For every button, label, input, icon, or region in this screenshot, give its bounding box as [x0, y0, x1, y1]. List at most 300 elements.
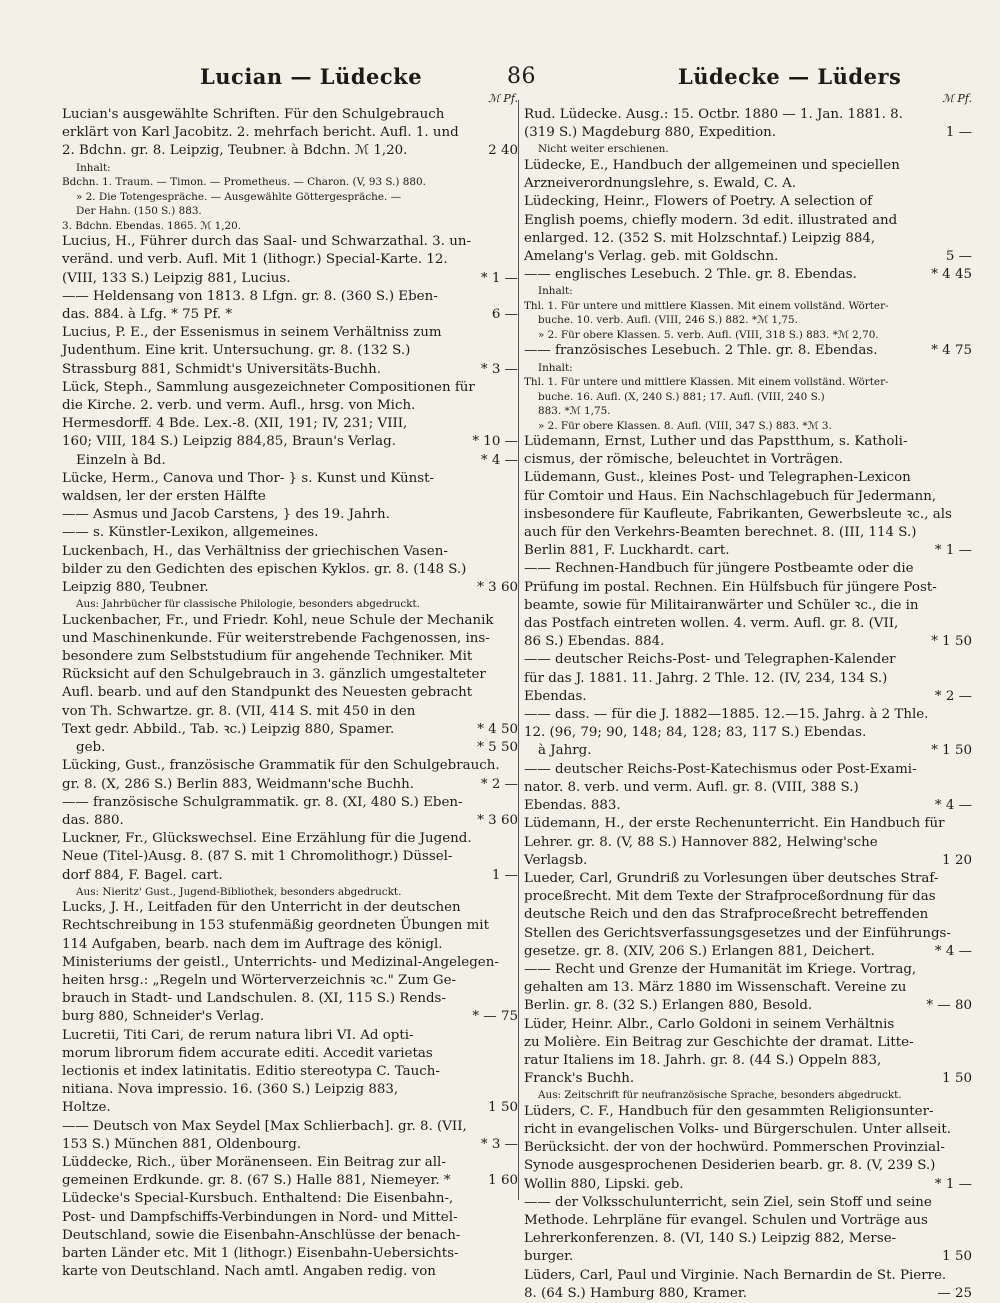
- catalog-line: [524, 1285, 972, 1303]
- catalog-line: [524, 670, 972, 688]
- entry-text: 114 Aufgaben, bearb. nach dem im Auftrage des königl.: [62, 936, 443, 952]
- entry-text: Deutschland, sowie die Eisenbahn-Anschlüsse der benach-: [62, 1227, 461, 1243]
- entry-price: 2 40: [488, 143, 518, 159]
- entry-text: das. 880.: [62, 812, 124, 828]
- entry-price: * 2 —: [934, 688, 972, 704]
- entry-text: Wollin 880, Lipski. geb.: [524, 1176, 684, 1192]
- entry-text: cismus, der römische, beleuchtet in Vorträgen.: [524, 452, 843, 468]
- entry-text: Lüdemann, H., der erste Rechenunterricht. Ein Handbuch für: [524, 816, 945, 832]
- catalog-line: [524, 906, 972, 924]
- catalog-line: [524, 961, 972, 979]
- entry-text: Leipzig 880, Teubner.: [62, 579, 209, 595]
- entry-text: nator. 8. verb. und verm. Aufl. gr. 8. (VIII, 388 S.): [524, 779, 859, 795]
- entry-text: erklärt von Karl Jacobitz. 2. mehrfach bericht. Aufl. 1. und: [62, 125, 459, 141]
- catalog-line: [62, 936, 518, 954]
- catalog-line: [62, 1118, 518, 1136]
- entry-text: 3. Bdchn. Ebendas. 1865. ℳ 1,20.: [62, 219, 242, 232]
- entry-price: * 4 75: [931, 343, 972, 359]
- catalog-line: [524, 248, 972, 266]
- catalog-line: [62, 917, 518, 935]
- catalog-line: [524, 266, 972, 284]
- entry-price: * 10 —: [472, 434, 518, 450]
- entry-text: burg 880, Schneider's Verlag.: [62, 1009, 265, 1025]
- catalog-line: [524, 1016, 972, 1034]
- entry-price: 1 —: [491, 867, 518, 883]
- entry-price: * 3 60: [477, 812, 518, 828]
- entry-price: * 1 50: [931, 743, 972, 759]
- catalog-line: [524, 1034, 972, 1052]
- catalog-line: [62, 990, 518, 1008]
- entry-text: nitiana. Nova impressio. 16. (360 S.) Leipzig 883,: [62, 1082, 399, 1098]
- entry-text: heiten hrsg.: „Regeln und Wörterverzeichnis ꝛc." Zum Ge-: [62, 973, 457, 989]
- catalog-line: [524, 124, 972, 142]
- entry-text: das Postfach eintreten wollen. 4. verm. Aufl. gr. 8. (VII,: [524, 616, 899, 632]
- catalog-line: [524, 560, 972, 578]
- entry-text: Thl. 1. Für untere und mittlere Klassen. Mit einem vollständ. Wörter-: [524, 376, 889, 389]
- page-number: 86: [507, 64, 536, 89]
- catalog-line: [524, 506, 972, 524]
- entry-price: * 1 —: [934, 543, 972, 559]
- catalog-line: [524, 688, 972, 706]
- entry-text: Lüder, Heinr. Albr., Carlo Goldoni in seinem Verhältnis: [524, 1016, 895, 1032]
- catalog-line: [524, 1194, 972, 1212]
- entry-text: ratur Italiens im 18. Jahrh. gr. 8. (44 S.) Oppeln 883,: [524, 1052, 882, 1068]
- entry-text: Hermesdorff. 4 Bde. Lex.-8. (XII, 191; IV, 231; VIII,: [62, 416, 408, 432]
- entry-text: morum librorum fidem accurate editi. Accedit varietas: [62, 1045, 433, 1061]
- entry-text: Ebendas. 883.: [524, 798, 621, 814]
- entry-text: Ebendas.: [524, 688, 587, 704]
- entry-text: 153 S.) München 881, Oldenbourg.: [62, 1136, 302, 1152]
- catalog-line: [524, 815, 972, 833]
- catalog-line: [524, 542, 972, 560]
- catalog-line: [62, 142, 518, 160]
- currency-head-left: ℳ Pf.: [488, 92, 518, 105]
- entry-price: — 25: [937, 1285, 972, 1301]
- catalog-line: [62, 233, 518, 251]
- entry-price: * 4 —: [934, 943, 972, 959]
- entry-text: Rechtschreibung in 153 stufenmäßig geordneten Übungen mit: [62, 918, 489, 934]
- entry-text: lectionis et index latinitatis. Editio stereotypa C. Tauch-: [62, 1064, 440, 1080]
- catalog-line: [62, 899, 518, 917]
- entry-text: Strassburg 881, Schmidt's Universitäts-Buchh.: [62, 361, 382, 377]
- entry-text: Bdchn. 1. Traum. — Timon. — Prometheus. — Charon. (V, 93 S.) 880.: [62, 176, 426, 189]
- entry-price: * 4 —: [934, 798, 972, 814]
- entry-text: Luckenbacher, Fr., und Friedr. Kohl, neue Schule der Mechanik: [62, 612, 494, 628]
- entry-text: enlarged. 12. (352 S. mit Holzschntaf.) Leipzig 884,: [524, 230, 876, 246]
- running-head-right: Lüdecke — Lüders: [678, 64, 902, 89]
- entry-price: * 1 —: [480, 270, 518, 286]
- catalog-line: [524, 1157, 972, 1175]
- entry-price: 5 —: [945, 248, 972, 264]
- entry-text: Synode ausgesprochenen Desiderien bearb. gr. 8. (V, 239 S.): [524, 1158, 936, 1174]
- entry-price: * 1 —: [934, 1176, 972, 1192]
- entry-text: Neue (Titel-)Ausg. 8. (87 S. mit 1 Chromolithogr.) Düssel-: [62, 849, 453, 865]
- catalog-line: [524, 579, 972, 597]
- catalog-line: [62, 721, 518, 739]
- running-head-left: Lucian — Lüdecke: [200, 64, 423, 89]
- catalog-line: [62, 1027, 518, 1045]
- entry-text: —— dass. — für die J. 1882—1885. 12.—15. Jahrg. à 2 Thle.: [524, 707, 929, 723]
- catalog-line: [62, 415, 518, 433]
- catalog-line: [524, 852, 972, 870]
- entry-text: burger.: [524, 1249, 574, 1265]
- catalog-line: [524, 469, 972, 487]
- catalog-line: [62, 812, 518, 830]
- catalog-line: [62, 324, 518, 342]
- entry-text: Lueder, Carl, Grundriß zu Vorlesungen über deutsches Straf-: [524, 870, 939, 886]
- entry-text: —— s. Künstler-Lexikon, allgemeines.: [62, 525, 319, 541]
- catalog-line: [62, 703, 518, 721]
- catalog-line: [524, 724, 972, 742]
- entry-text: auch für den Verkehrs-Beamten berechnet. 8. (III, 114 S.): [524, 525, 917, 541]
- entry-price: 1 —: [945, 125, 972, 141]
- catalog-line: [62, 1245, 518, 1263]
- entry-text: (319 S.) Magdeburg 880, Expedition.: [524, 125, 777, 141]
- catalog-line: [524, 419, 972, 434]
- entry-text: Arzneiverordnungslehre, s. Ewald, C. A.: [524, 176, 797, 192]
- catalog-line: [62, 1063, 518, 1081]
- entry-text: Aus: Jahrbücher für classische Philologie, besonders abgedruckt.: [76, 598, 420, 611]
- catalog-line: [524, 1103, 972, 1121]
- catalog-line: [524, 284, 972, 299]
- entry-text: insbesondere für Kaufleute, Fabrikanten, Gewerbsleute ꝛc., als: [524, 506, 952, 522]
- catalog-line: [62, 379, 518, 397]
- catalog-line: [524, 361, 972, 376]
- column-divider: [518, 100, 519, 1200]
- entry-price: 1 20: [942, 852, 972, 868]
- entry-price: * 3 60: [477, 579, 518, 595]
- entry-text: bilder zu den Gedichten des epischen Kyklos. gr. 8. (148 S.): [62, 561, 467, 577]
- catalog-line: [62, 397, 518, 415]
- entry-text: Inhalt:: [538, 361, 573, 374]
- entry-text: Lüdecking, Heinr., Flowers of Poetry. A selection of: [524, 194, 873, 210]
- catalog-line: [524, 834, 972, 852]
- entry-text: Aus: Zeitschrift für neufranzösische Sprache, besonders abgedruckt.: [538, 1089, 902, 1102]
- entry-text: buche. 10. verb. Aufl. (VIII, 246 S.) 882. *ℳ 1,75.: [538, 314, 798, 327]
- entry-text: Stellen des Gerichtsverfassungsgesetzes und der Einführungs-: [524, 925, 951, 941]
- catalog-line: [524, 142, 972, 157]
- entry-price: 1 50: [942, 1071, 972, 1087]
- entry-text: von Th. Schwartze. gr. 8. (VII, 414 S. mit 450 in den: [62, 703, 416, 719]
- entry-text: gesetze. gr. 8. (XIV, 206 S.) Erlangen 881, Deichert.: [524, 943, 875, 959]
- entry-price: * 5 50: [477, 740, 518, 756]
- catalog-line: [524, 1070, 972, 1088]
- catalog-line: [524, 1121, 972, 1139]
- catalog-line: [62, 1008, 518, 1026]
- entry-text: beamte, sowie für Militairanwärter und Schüler ꝛc., die in: [524, 597, 919, 613]
- entry-text: —— Asmus und Jacob Carstens, } des 19. Jahrh.: [62, 507, 390, 523]
- entry-price: * 4 —: [480, 452, 518, 468]
- catalog-line: [62, 612, 518, 630]
- entry-text: Lüdecke's Special-Kursbuch. Enthaltend: Die Eisenbahn-,: [62, 1191, 454, 1207]
- entry-text: —— deutscher Reichs-Post- und Telegraphen-Kalender: [524, 652, 896, 668]
- entry-text: gehalten am 13. März 1880 im Wissenschaft. Vereine zu: [524, 980, 907, 996]
- catalog-line: [524, 433, 972, 451]
- entry-text: 86 S.) Ebendas. 884.: [524, 634, 665, 650]
- catalog-line: [524, 1267, 972, 1285]
- entry-text: Lück, Steph., Sammlung ausgezeichneter Compositionen für: [62, 379, 475, 395]
- catalog-line: [62, 361, 518, 379]
- entry-price: * 4 45: [931, 267, 972, 283]
- catalog-line: [524, 1212, 972, 1230]
- entry-text: Der Hahn. (150 S.) 883.: [76, 205, 202, 218]
- catalog-line: [62, 1154, 518, 1172]
- entry-text: » 2. Für obere Klassen. 5. verb. Aufl. (VIII, 318 S.) 883. *ℳ 2,70.: [538, 328, 879, 341]
- entry-text: karte von Deutschland. Nach amtl. Angaben redig. von: [62, 1264, 436, 1280]
- catalog-line: [62, 1227, 518, 1245]
- catalog-line: [524, 1052, 972, 1070]
- entry-text: Judenthum. Eine krit. Untersuchung. gr. 8. (132 S.): [62, 343, 411, 359]
- right-column: [524, 92, 972, 1303]
- catalog-line: [62, 251, 518, 269]
- entry-text: dorf 884, F. Bagel. cart.: [62, 867, 223, 883]
- entry-text: Inhalt:: [76, 161, 111, 174]
- catalog-line: [524, 193, 972, 211]
- entry-text: besondere zum Selbststudium für angehende Techniker. Mit: [62, 649, 473, 665]
- entry-text: —— Heldensang von 1813. 8 Lfgn. gr. 8. (360 S.) Eben-: [62, 288, 438, 304]
- catalog-line: [524, 175, 972, 193]
- catalog-line: [524, 706, 972, 724]
- entry-text: Inhalt:: [538, 285, 573, 298]
- entry-text: Luckenbach, H., das Verhältniss der griechischen Vasen-: [62, 543, 448, 559]
- catalog-line: [524, 597, 972, 615]
- catalog-line: [62, 648, 518, 666]
- entry-text: Text gedr. Abbild., Tab. ꝛc.) Leipzig 880, Spamer.: [62, 721, 395, 737]
- catalog-line: [524, 328, 972, 343]
- entry-text: barten Länder etc. Mit 1 (lithogr.) Eisenbahn-Uebersichts-: [62, 1246, 459, 1262]
- catalog-line: [62, 124, 518, 142]
- catalog-line: [62, 1209, 518, 1227]
- entry-text: Berücksicht. der von der hochwürd. Pommerschen Provinzial-: [524, 1140, 945, 1156]
- entry-text: Aus: Nieritz' Gust., Jugend-Bibliothek, besonders abgedruckt.: [76, 885, 402, 898]
- entry-text: Prüfung im postal. Rechnen. Ein Hülfsbuch für jüngere Post-: [524, 579, 937, 595]
- entry-text: Holtze.: [62, 1100, 111, 1116]
- entry-text: —— der Volksschulunterricht, sein Ziel, sein Stoff und seine: [524, 1194, 932, 1210]
- entry-text: —— Recht und Grenze der Humanität im Kriege. Vortrag,: [524, 961, 917, 977]
- entry-text: Lucius, H., Führer durch das Saal- und Schwarzathal. 3. un-: [62, 234, 471, 250]
- catalog-line: [62, 597, 518, 612]
- catalog-line: [62, 684, 518, 702]
- entry-text: geb.: [76, 740, 106, 756]
- entry-text: Franck's Buchh.: [524, 1071, 635, 1087]
- entry-text: Lüders, Carl, Paul und Virginie. Nach Bernardin de St. Pierre.: [524, 1267, 947, 1283]
- catalog-line: [524, 779, 972, 797]
- currency-head-right: ℳ Pf.: [942, 92, 972, 105]
- entry-price: * 4 50: [477, 721, 518, 737]
- entry-text: Lücke, Herm., Canova und Thor- } s. Kunst und Künst-: [62, 470, 435, 486]
- catalog-line: [524, 651, 972, 669]
- entry-text: gr. 8. (X, 286 S.) Berlin 883, Weidmann'sche Buchh.: [62, 776, 414, 792]
- entry-text: Thl. 1. Für untere und mittlere Klassen. Mit einem vollständ. Wörter-: [524, 299, 889, 312]
- catalog-line: [62, 488, 518, 506]
- entry-text: Methode. Lehrpläne für evangel. Schulen und Vorträge aus: [524, 1213, 928, 1229]
- entry-price: 1 50: [488, 1100, 518, 1116]
- entry-text: Lüdemann, Gust., kleines Post- und Telegraphen-Lexicon: [524, 470, 911, 486]
- entry-text: 8. (64 S.) Hamburg 880, Kramer.: [524, 1285, 748, 1301]
- entry-price: * — 80: [926, 998, 972, 1014]
- entry-price: 1 50: [942, 1249, 972, 1265]
- entry-text: proceßrecht. Mit dem Texte der Strafproceßordnung für das: [524, 889, 936, 905]
- catalog-line: [524, 1088, 972, 1103]
- entry-text: —— Deutsch von Max Seydel [Max Schlierbach]. gr. 8. (VII,: [62, 1118, 467, 1134]
- catalog-line: [524, 742, 972, 760]
- catalog-line: [62, 579, 518, 597]
- entry-text: (VIII, 133 S.) Leipzig 881, Lucius.: [62, 270, 291, 286]
- entry-text: 160; VIII, 184 S.) Leipzig 884,85, Braun's Verlag.: [62, 434, 396, 450]
- entry-text: und Maschinenkunde. Für weiterstrebende Fachgenossen, ins-: [62, 630, 490, 646]
- catalog-line: [62, 288, 518, 306]
- catalog-line: [62, 470, 518, 488]
- catalog-line: [62, 543, 518, 561]
- entry-text: buche. 16. Aufl. (X, 240 S.) 881; 17. Aufl. (VIII, 240 S.): [538, 390, 825, 403]
- catalog-line: [524, 157, 972, 175]
- entry-text: —— französisches Lesebuch. 2 Thle. gr. 8. Ebendas.: [524, 343, 878, 359]
- catalog-line: [524, 299, 972, 314]
- catalog-line: [524, 488, 972, 506]
- entry-text: Lüddecke, Rich., über Moränenseen. Ein Beitrag zur all-: [62, 1155, 446, 1171]
- entry-text: Ministeriums der geistl., Unterrichts- und Medizinal-Angelegen-: [62, 954, 499, 970]
- catalog-line: [62, 757, 518, 775]
- catalog-line: [62, 306, 518, 324]
- entry-text: gemeinen Erdkunde. gr. 8. (67 S.) Halle 881, Niemeyer. *: [62, 1173, 451, 1189]
- entry-text: Verlagsb.: [524, 852, 588, 868]
- catalog-line: [62, 1172, 518, 1190]
- catalog-line: [62, 972, 518, 990]
- catalog-line: [62, 270, 518, 288]
- catalog-line: [62, 739, 518, 757]
- catalog-line: [62, 794, 518, 812]
- catalog-line: [62, 954, 518, 972]
- left-column: [62, 92, 518, 1281]
- entry-text: Lucretii, Titi Cari, de rerum natura libri VI. Ad opti-: [62, 1027, 414, 1043]
- entry-text: Einzeln à Bd.: [76, 452, 166, 468]
- entry-price: * 3 —: [480, 361, 518, 377]
- catalog-line: [62, 175, 518, 190]
- catalog-line: [524, 230, 972, 248]
- entry-text: zu Molière. Ein Beitrag zur Geschichte der dramat. Litte-: [524, 1034, 914, 1050]
- entry-text: Berlin. gr. 8. (32 S.) Erlangen 880, Besold.: [524, 998, 813, 1014]
- entry-text: Aufl. bearb. und auf den Standpunkt des Neuesten gebracht: [62, 685, 473, 701]
- catalog-line: [524, 313, 972, 328]
- entry-price: * — 75: [472, 1009, 518, 1025]
- entry-text: —— Rechnen-Handbuch für jüngere Postbeamte oder die: [524, 561, 914, 577]
- entry-text: für das J. 1881. 11. Jahrg. 2 Thle. 12. (IV, 234, 134 S.): [524, 670, 888, 686]
- entry-text: 12. (96, 79; 90, 148; 84, 128; 83, 117 S.) Ebendas.: [524, 725, 867, 741]
- entry-text: Rücksicht auf den Schulgebrauch in 3. gänzlich umgestalteter: [62, 667, 486, 683]
- catalog-line: [62, 433, 518, 451]
- catalog-line: [524, 888, 972, 906]
- entry-text: Lucks, J. H., Leitfaden für den Unterricht in der deutschen: [62, 900, 461, 916]
- entry-text: Luckner, Fr., Glückswechsel. Eine Erzählung für die Jugend.: [62, 831, 472, 847]
- catalog-line: [524, 404, 972, 419]
- entry-price: * 1 50: [931, 634, 972, 650]
- catalog-line: [62, 506, 518, 524]
- catalog-line: [524, 1139, 972, 1157]
- catalog-line: [524, 451, 972, 469]
- catalog-line: [62, 1081, 518, 1099]
- entry-text: » 2. Für obere Klassen. 8. Aufl. (VIII, 347 S.) 883. *ℳ 3.: [538, 419, 832, 432]
- entry-text: Lucian's ausgewählte Schriften. Für den Schulgebrauch: [62, 107, 445, 122]
- entry-text: —— französische Schulgrammatik. gr. 8. (XI, 480 S.) Eben-: [62, 794, 463, 810]
- catalog-line: [62, 161, 518, 176]
- entry-price: 1 60: [488, 1173, 518, 1189]
- catalog-line: [524, 1230, 972, 1248]
- entry-text: Berlin 881, F. Luckhardt. cart.: [524, 543, 730, 559]
- catalog-line: [62, 848, 518, 866]
- entry-text: Lehrerkonferenzen. 8. (VI, 140 S.) Leipzig 882, Merse-: [524, 1231, 897, 1247]
- entry-text: Amelang's Verlag. geb. mit Goldschn.: [524, 248, 779, 264]
- entry-text: English poems, chiefly modern. 3d edit. illustrated and: [524, 212, 898, 228]
- catalog-line: [62, 1190, 518, 1208]
- catalog-line: [524, 390, 972, 405]
- catalog-line: [524, 1176, 972, 1194]
- entry-text: Lüdecke, E., Handbuch der allgemeinen und speciellen: [524, 157, 900, 173]
- catalog-line: [524, 997, 972, 1015]
- catalog-line: [524, 1248, 972, 1266]
- catalog-line: [524, 212, 972, 230]
- entry-text: à Jahrg.: [538, 743, 592, 759]
- entry-text: veränd. und verb. Aufl. Mit 1 (lithogr.) Special-Karte. 12.: [62, 252, 448, 268]
- entry-text: richt in evangelischen Volks- und Bürgerschulen. Unter allseit.: [524, 1122, 952, 1138]
- entry-text: —— englisches Lesebuch. 2 Thle. gr. 8. Ebendas.: [524, 267, 857, 283]
- entry-text: Nicht weiter erschienen.: [538, 143, 669, 156]
- catalog-line: [524, 615, 972, 633]
- entry-price: 6 —: [491, 306, 518, 322]
- entry-text: » 2. Die Totengespräche. — Ausgewählte Göttergespräche. —: [76, 190, 401, 203]
- catalog-line: [524, 342, 972, 360]
- entry-text: für Comtoir und Haus. Ein Nachschlagebuch für Jedermann,: [524, 488, 937, 504]
- catalog-line: [524, 870, 972, 888]
- catalog-line: [524, 375, 972, 390]
- catalog-line: [524, 633, 972, 651]
- entry-text: deutsche Reich und den das Strafproceßrecht betreffenden: [524, 907, 929, 923]
- entry-text: Lüders, C. F., Handbuch für den gesammten Religionsunter-: [524, 1103, 934, 1119]
- catalog-line: [62, 666, 518, 684]
- catalog-line: [524, 106, 972, 124]
- catalog-line: [62, 1263, 518, 1281]
- entry-text: das. 884. à Lfg. * 75 Pf. *: [62, 306, 233, 322]
- catalog-line: [62, 204, 518, 219]
- entry-price: * 2 —: [480, 776, 518, 792]
- catalog-line: [62, 1136, 518, 1154]
- catalog-line: [62, 776, 518, 794]
- catalog-line: [524, 797, 972, 815]
- entry-text: waldsen, ler der ersten Hälfte: [62, 488, 266, 504]
- catalog-line: [62, 452, 518, 470]
- catalog-line: [62, 106, 518, 124]
- entry-text: 2. Bdchn. gr. 8. Leipzig, Teubner. à Bdchn. ℳ 1,20.: [62, 143, 408, 159]
- catalog-line: [62, 867, 518, 885]
- entry-text: Lüdemann, Ernst, Luther und das Papstthum, s. Katholi-: [524, 434, 908, 450]
- entry-text: die Kirche. 2. verb. und verm. Aufl., hrsg. von Mich.: [62, 397, 416, 413]
- catalog-line: [62, 190, 518, 205]
- entry-text: —— deutscher Reichs-Post-Katechismus oder Post-Exami-: [524, 761, 917, 777]
- catalog-line: [62, 830, 518, 848]
- entry-text: Lücking, Gust., französische Grammatik für den Schulgebrauch.: [62, 758, 500, 774]
- catalog-line: [524, 925, 972, 943]
- catalog-line: [524, 943, 972, 961]
- entry-text: Lucius, P. E., der Essenismus in seinem Verhältniss zum: [62, 325, 442, 341]
- catalog-line: [524, 761, 972, 779]
- entry-text: brauch in Stadt- und Landschulen. 8. (XI, 115 S.) Rends-: [62, 991, 446, 1007]
- entry-text: 883. *ℳ 1,75.: [538, 405, 611, 418]
- catalog-line: [62, 1045, 518, 1063]
- catalog-line: [62, 885, 518, 900]
- catalog-line: [62, 561, 518, 579]
- entry-text: Rud. Lüdecke. Ausg.: 15. Octbr. 1880 — 1. Jan. 1881. 8.: [524, 107, 903, 122]
- entry-price: * 3 —: [480, 1136, 518, 1152]
- entry-text: Lehrer. gr. 8. (V, 88 S.) Hannover 882, Helwing'sche: [524, 834, 878, 850]
